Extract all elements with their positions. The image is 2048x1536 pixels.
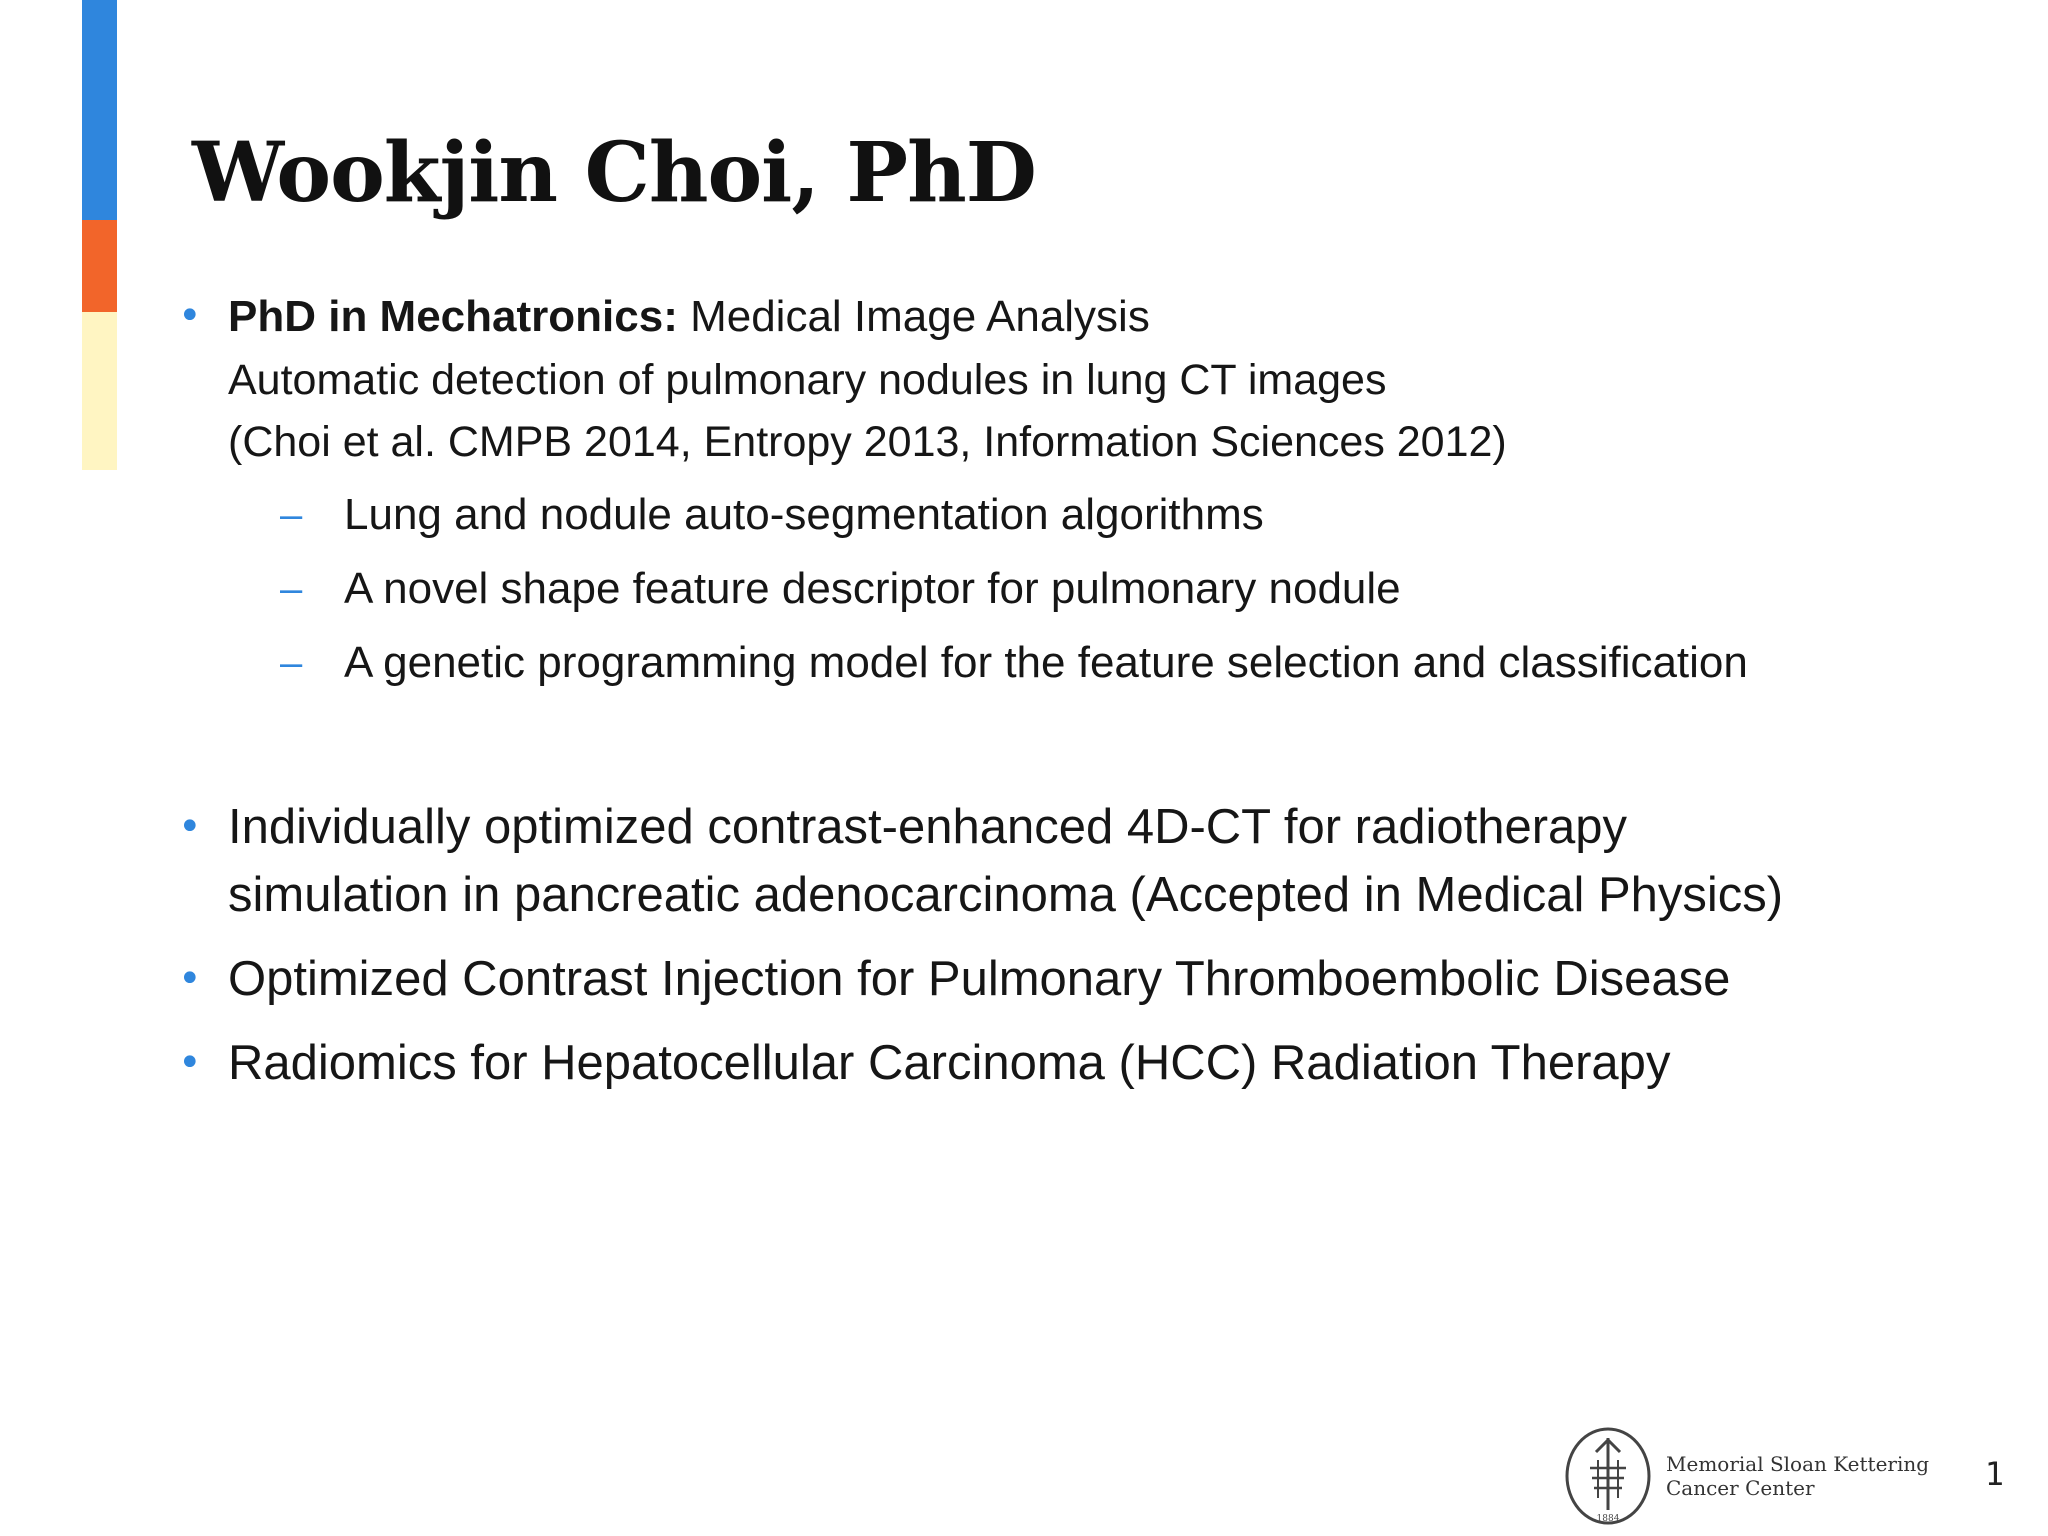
sub-item bbox=[172, 631, 1812, 695]
phd-label: PhD in Mechatronics: bbox=[228, 292, 678, 341]
slide-number: 1 bbox=[1984, 1455, 2004, 1493]
bullet-dot-icon: • bbox=[178, 293, 202, 339]
mskcc-caduceus-icon bbox=[1562, 1424, 1654, 1528]
dash-icon: – bbox=[280, 567, 303, 611]
project-item bbox=[172, 1029, 1812, 1097]
dash-icon: – bbox=[280, 493, 303, 537]
phd-thesis: Automatic detection of pulmonary nodules in lung CT images bbox=[228, 356, 1387, 404]
mskcc-logo bbox=[1562, 1424, 1930, 1528]
phd-bullet bbox=[172, 285, 1812, 473]
project-text: Radiomics for Hepatocellular Carcinoma (HCC) Radiation Therapy bbox=[228, 1036, 1671, 1090]
bullet-dot-icon: • bbox=[178, 1040, 202, 1086]
sub-item-text: A genetic programming model for the feature selection and classification bbox=[344, 638, 1748, 687]
phd-citation: (Choi et al. CMPB 2014, Entropy 2013, Information Sciences 2012) bbox=[228, 418, 1507, 466]
accent-bar-orange bbox=[82, 220, 117, 312]
project-list bbox=[172, 793, 1812, 1097]
phd-sub-list bbox=[172, 483, 1812, 695]
project-text: Individually optimized contrast-enhanced 4D-CT for radiotherapy simulation in pancreatic adenocarcinoma (Accepted in Medical Physics) bbox=[228, 800, 1784, 922]
sub-item-text: A novel shape feature descriptor for pulmonary nodule bbox=[344, 564, 1401, 613]
logo-text bbox=[1666, 1452, 1929, 1500]
accent-bar-blue bbox=[82, 0, 117, 220]
phd-field: Medical Image Analysis bbox=[677, 292, 1150, 341]
bullet-dot-icon: • bbox=[178, 804, 202, 850]
sub-item bbox=[172, 557, 1812, 621]
dash-icon: – bbox=[280, 641, 303, 685]
logo-line2: Cancer Center bbox=[1666, 1476, 1815, 1500]
project-text: Optimized Contrast Injection for Pulmonary Thromboembolic Disease bbox=[228, 952, 1731, 1006]
logo-year: 1884 bbox=[1596, 1514, 1620, 1524]
slide-title: Wookjin Choi, PhD bbox=[192, 125, 1036, 221]
sub-item-text: Lung and nodule auto-segmentation algorithms bbox=[344, 490, 1264, 539]
phd-heading bbox=[228, 285, 1812, 349]
slide-content bbox=[172, 285, 1812, 1113]
logo-line1: Memorial Sloan Kettering bbox=[1666, 1452, 1930, 1476]
project-item bbox=[172, 945, 1812, 1013]
project-item bbox=[172, 793, 1812, 929]
accent-bar-cream bbox=[82, 312, 117, 470]
bullet-dot-icon: • bbox=[178, 956, 202, 1002]
sub-item bbox=[172, 483, 1812, 547]
